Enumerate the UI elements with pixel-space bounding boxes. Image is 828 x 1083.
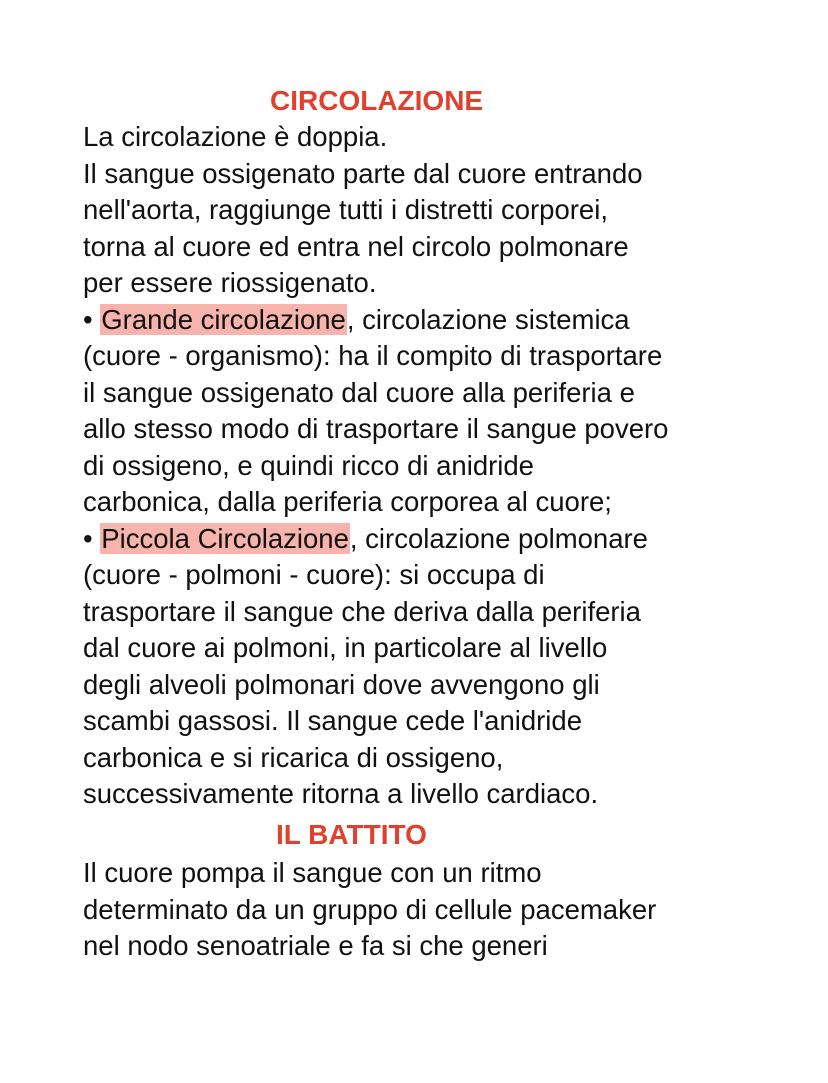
section-body-il-battito: [83, 855, 783, 965]
bullet-mark: •: [83, 522, 101, 554]
text-line: nel nodo senoatriale e fa si che generi: [83, 930, 548, 961]
text-line: nell'aorta, raggiunge tutti i distretti corporei,: [83, 194, 608, 225]
text-line: torna al cuore ed entra nel circolo polmonare: [83, 230, 629, 262]
bullet-item-piccola-circolazione: [83, 521, 783, 558]
section-title-circolazione: CIRCOLAZIONE: [270, 85, 484, 116]
text-line: (cuore - organismo): ha il compito di trasportare: [83, 340, 663, 371]
text-line: trasportare il sangue che deriva dalla periferia: [83, 595, 641, 627]
text-line: degli alveoli polmonari dove avvengono gli: [83, 668, 600, 700]
section-body-circolazione: [83, 119, 783, 813]
text-line: Il sangue ossigenato parte dal cuore entrando: [83, 157, 643, 189]
text-line: La circolazione è doppia.: [83, 121, 388, 152]
text-line: successivamente ritorna a livello cardiaco.: [83, 778, 599, 809]
highlight-piccola-circolazione: Piccola Circolazione: [101, 522, 349, 554]
text-line: per essere riossigenato.: [83, 267, 377, 298]
bullet-text: , circolazione polmonare: [349, 522, 648, 554]
bullet-text: , circolazione sistemica: [346, 303, 630, 335]
section-title-il-battito: IL BATTITO: [276, 819, 427, 850]
text-line: il sangue ossigenato dal cuore alla periferia e: [83, 376, 635, 408]
text-line: determinato da un gruppo di cellule pacemaker: [83, 893, 657, 925]
bullet-item-grande-circolazione: [83, 302, 783, 339]
text-line: Il cuore pompa il sangue con un ritmo: [83, 857, 542, 888]
highlight-grande-circolazione: Grande circolazione: [101, 303, 346, 335]
text-line: scambi gassosi. Il sangue cede l'anidride: [83, 705, 583, 736]
text-line: carbonica e si ricarica di ossigeno,: [83, 741, 504, 773]
text-line: dal cuore ai polmoni, in particolare al livello: [83, 632, 608, 663]
bullet-mark: •: [83, 303, 101, 335]
text-line: di ossigeno, e quindi ricco di anidride: [83, 449, 534, 481]
text-line: allo stesso modo di trasportare il sangue povero: [83, 413, 669, 444]
text-line: carbonica, dalla periferia corporea al cuore;: [83, 486, 612, 517]
text-line: (cuore - polmoni - cuore): si occupa di: [83, 559, 545, 590]
